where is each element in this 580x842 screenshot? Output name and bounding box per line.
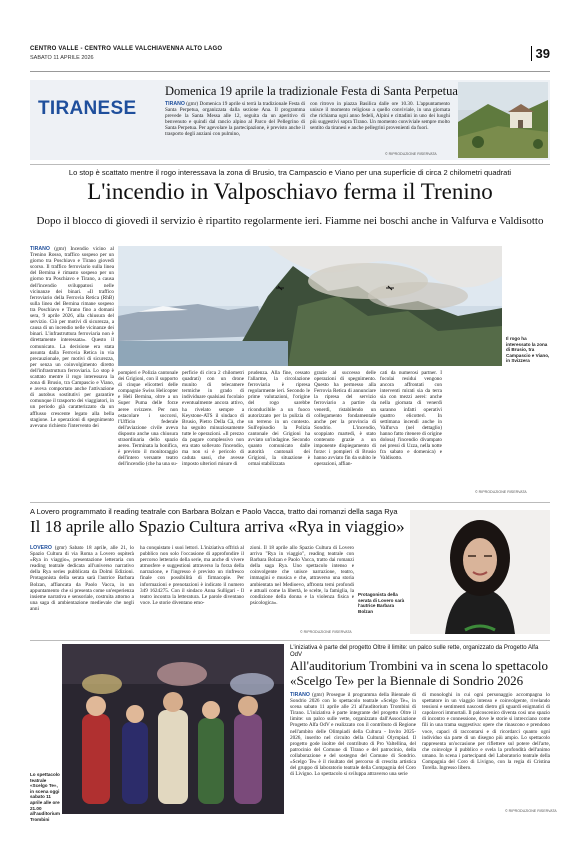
issue-date: SABATO 11 APRILE 2026 bbox=[30, 55, 94, 61]
story4-photo bbox=[62, 644, 284, 814]
story2-photo bbox=[118, 246, 502, 366]
story3-col1 bbox=[30, 545, 134, 635]
author-portrait-image bbox=[410, 510, 550, 634]
story2-byline: (gmr) bbox=[54, 246, 67, 252]
story3-byline: (gmr) bbox=[54, 545, 67, 551]
theater-cast-image bbox=[62, 644, 284, 814]
story1-place: TIRANO bbox=[165, 101, 185, 107]
divider bbox=[30, 502, 550, 503]
story4-credit: © RIPRODUZIONE RISERVATA bbox=[505, 809, 557, 813]
story1-byline: (gmr) bbox=[186, 101, 199, 107]
story3-caption: Protagonista della serata di Lovero sarà l'autrice Barbara Bolzan bbox=[358, 592, 405, 614]
story1-text: Domenica 19 aprile si terrà la tradizionale Festa di Santa Perpetua, organizzata dalla sezione Ana. Il programma prevede la Santa Messa alle 12, seguita da un aperitivo di benvenuto e quindi dal rancio alpino al Parco del Pellegrino di Santa Perpetua. Per agevolare la partecipazione, è previsto anche il trasporto degli anziani con pulmino, bbox=[165, 101, 305, 138]
story4-col1 bbox=[290, 692, 416, 814]
page-number: 39 bbox=[531, 46, 550, 61]
divider bbox=[30, 640, 550, 641]
page-header bbox=[30, 44, 550, 72]
story2-caption: Il rogo ha interessato la zona di Brusio, tra Campascio e Viano, in Svizzera bbox=[506, 336, 550, 364]
story3-text: Sabato 18 aprile, alle 21, lo Spazio Cultura di via Roma a Lovero ospiterà «Rya in viaggio», presentazione letteraria con reading teatrale dedicata all'universo narrativo della Rya series pubblicata da Dolmi Edizioni. Protagonista della serata sarà l'autrice Barbara Bolzan, affiancata da Paolo Vacca, in un appuntamento che si presenta come un'esperienza insieme narrativa e sensoriale, costruita attorno a una saga di ambientazione medievale che negli anni bbox=[30, 545, 134, 612]
story2-kicker: Lo stop è scattato mentre il rogo interessava la zona di Brusio, tra Campascio e Viano per una superficie di circa 2 chilometri quadrati bbox=[68, 168, 512, 177]
story2-text: Incendio vicino al Trenino Rosso, traffico sospeso per un giorno tra Poschiavo e Tirano giovedì scorso. Il traffico ferroviario sulla linea del Bernina è rimasto sospeso per un giorno tra Poschiavo e Tirano, a causa dell'incendio sviluppatosi nelle vicinanze dei binari. «Il traffico ferroviario della Ferrovia Retica (RhB) sulla linea del Bernina rimane sospeso tra Poschiavo e Tirano fino a domani sera, 9 aprile 2026, alla chiusura del servizio. Ciò per motivi di sicurezza, a causa di un incendio nelle vicinanze dei binari. L'infrastruttura ferroviaria non è direttamente interessata». Questo il comunicato. La decisione era stata assunta dalla Ferrovia Retica in via precauzionale, per motivi di sicurezza, per senza un coinvolgimento diretto dell'infrastruttura ferroviaria. Lo stop è scattato mentre il rogo interessava la zona di Brusio, tra Campascio e Viano, e aveva comportato anche l'attivazione di autobus sostitutivi per garantire comunque il trasporto dei viaggiatori, in un periodo già caratterizzato da un afflusso crescente legato alla bella stagione. Le operazioni di spegnimento avevano richiesto l'intervento dei bbox=[30, 246, 114, 429]
story2-subtitle: Dopo il blocco di giovedì il servizio è ripartito regolarmente ieri. Fiamme nei boschi anche in Valfurva e Valdisotto bbox=[36, 215, 544, 227]
story4-place: TIRANO bbox=[290, 692, 310, 698]
story2-col3: perficie di circa 2 chilometri quadrati) con un drone munito di telecamere termiche in grado di individuare qualsiasi focolaio eventualmente ancora attivo, ha rivelato sempre a Keystone-ATS il sindaco di Brusio, Pietro Della Cà, che ha seguito minuziosamente tutte le operazioni. «Il prezzo da pagare complessivo non era stato sollevato l'incendio, ma non si è pericolo di caduta sassi, che avesse imposto ulteriori misure di bbox=[182, 370, 244, 468]
story1-col2: con ritrovo in piazza Basilica dalle ore 10.30. L'appuntamento unisce il momento religioso a quello conviviale, in una giornata che richiama ogni anno fedeli, Alpini e cittadini in uno dei luoghi più suggestivi sopra Tirano. Un momento conviviale sempre molto sentito da tiranesi e anche pellegrini provenienti da fuori. bbox=[310, 101, 450, 132]
story1-credit: © RIPRODUZIONE RISERVATA bbox=[385, 152, 437, 156]
divider bbox=[30, 164, 550, 165]
story2-credit: © RIPRODUZIONE RISERVATA bbox=[475, 490, 527, 494]
story2-col4: prudenza. Alla fine, cessato l'allarme, la circolazione ferroviaria è ripresa regolarmente ieri. Secondo le prime valutazioni, l'origine del rogo sarebbe riconducibile a un fuoco autorizzato per la pulizia di un terreno in un contesto. Sull'episodio la Polizia cantonale dei Grigioni ha avviato un'indagine. Secondo quanto comunicato dalle autorità cantonali dei Grigioni, la situazione è ormai stabilizzata bbox=[248, 370, 310, 468]
story2-col6: cati da numerosi partner. I focolai residui vengono ancora affrontati con interventi mirati sia da terra sia con mezzi aerei: anche nella giornata di venerdì saranno infatti operativi quattro elicotteri. In settimana incendi anche in Valfurva (nel dettaglio) hanno fatto ritenere di origine dolosa) l'incendio divampato nei pressi di Uzza, nella notte fra sabato e domenica) e Valdisotto. bbox=[380, 370, 442, 462]
story3-title: Il 18 aprile allo Spazio Cultura arriva «Rya in viaggio» bbox=[30, 517, 405, 536]
story2-title: L'incendio in Valposchiavo ferma il Trenino bbox=[87, 179, 493, 204]
story4-col2: di monologhi in cui ogni personaggio accompagna lo spettatore in un viaggio intenso e coinvolgente, rivelando tensioni e sentimenti nascosti dietro gli sguardi enigmatici di capolavori immortali. Il palcoscenico diventa così uno spazio di incontro e connessione, dove le storie si intrecciano come fili in una trama suggestiva: opere che rinascono e prendono voce, capaci di raccontarsi e di ricordarci quanto ogni individuo sia parte di un disegno più ampio. Lo spettacolo rappresenta un'occasione per riflettere sul potere dell'arte, che coinvolge il pubblico e svela la profondità dell'animo umano. In scena i partecipanti del Laboratorio teatrale della Compagnia del Coro di Livigno, con la regia di Cristina Torella. Ingresso libero. bbox=[422, 692, 550, 772]
wildfire-valley-image bbox=[118, 246, 502, 366]
story1-photo bbox=[458, 82, 548, 158]
story4-kicker: L'iniziativa è parte del progetto Oltre il limite: un palco sulle rette, organizzato da Progetto Alfa OdV bbox=[290, 645, 539, 658]
church-hill-image bbox=[458, 82, 548, 158]
section-title: TIRANESE bbox=[38, 98, 137, 119]
story4-byline: (gmr) bbox=[312, 692, 324, 698]
story1-col1 bbox=[165, 101, 305, 155]
story3-col3: zioni. Il 18 aprile allo Spazio Cultura di Lovero arriva "Rya in viaggio", reading teatrale con Barbara Bolzan e Paolo Vacca, tratto dai romanzi della saga Rya. Uno spettacolo intenso e coinvolgente che unisce narrazione, teatro, immagini e musica e che, attraverso una storia ambientata nel Medioevo, affronta temi profondi e attuali come la libertà, le scelte, la famiglia, la condizione della donna e la violenza fisica e psicologica». bbox=[250, 545, 354, 606]
story3-place: LOVERO bbox=[30, 545, 52, 551]
story3-credit: © RIPRODUZIONE RISERVATA bbox=[300, 630, 352, 634]
story3-kicker: A Lovero programmato il reading teatrale con Barbara Bolzan e Paolo Vacca, tratto dai romanzi della saga Rya bbox=[30, 507, 398, 516]
story3-photo bbox=[410, 510, 550, 634]
story2-col-left bbox=[30, 246, 114, 496]
story1-title: Domenica 19 aprile la tradizionale Festa di Santa Perpetua bbox=[165, 84, 458, 98]
masthead: CENTRO VALLE - CENTRO VALLE VALCHIAVENNA ALTO LAGO bbox=[30, 46, 223, 52]
story3-col2: ha conquistato i suoi lettori. L'iniziativa offrirà al pubblico non solo l'occasione di approfondire il percorso letterario della serie, ma anche di vivere atmosfere e suggestioni attraverso la forza della narrazione, e l'ingresso è previsto un rinfresco finale con possibilità di firmacopie. Per informazioni e prenotazioni è indicato il numero 349 1624275. Con il sindaco Anna Sulligari - Il teatro incontra la letteratura. Le parole diventano voce. Le storie diventano emo- bbox=[140, 545, 244, 606]
story2-place: TIRANO bbox=[30, 246, 50, 252]
story2-col5: grazie al successo delle operazioni di spegnimento. Questo ha permesso alla Ferrovia Retica di annunciare la ripresa del servizio ferroviario a partire da venerdì, ristabilendo un collegamento fondamentale anche per la provincia di Sondrio. L'incendio, scoppiato martedì, è stato contenuto grazie a un imponente dispiegamento di forze: i pompieri di Brusio hanno avviato fin da subito le operazioni, affian- bbox=[314, 370, 376, 468]
story4-caption: Lo spettacolo teatrale «Scelgo Te», in scena oggi sabato 11 aprile alle ore 21.00 all'auditorium Trombini bbox=[30, 772, 60, 822]
story4-text: Prosegue il programma della Biennale di Sondrio 2026 con lo spettacolo teatrale «Scelgo Te», in scena sabato 11 aprile alle 21 all'auditorium Trombini di Tirano. L'iniziativa è parte integrante del progetto Oltre il limite: un palco sulle vette, organizzato dall'Associazione Progetto Alfa OdV e realizzato con il contributo di Regione nell'ambito delle Olimpiadi della Cultura - Invito 2025-2026, inserito nel circuito della Cultural Olympiad. Il progetto gode inoltre del contributo di Pro Valtellina, del patrocinio del Comune di Tirano e del patrocinio, della collaborazione e del sostegno del Comune di Sondrio. «Scelgo Te» è il risultato del percorso di crescita artistica del gruppo di laboratorio teatrale della Compagnia del Coro di Livigno. Lo spettacolo si sviluppa attraverso una serie bbox=[290, 692, 416, 778]
story4-title: All'auditorium Trombini va in scena lo spettacolo «Scelgo Te» per la Biennale di Sondrio 2026 bbox=[290, 658, 548, 688]
story2-col2: pompieri e Polizia cantonale dei Grigioni, con il supporto di cinque elicotteri delle compagnie Swiss Helicopter e Heli Bernina, oltre a un Super Puma delle forze aeree svizzere. Per non ostacolare i soccorsi, l'Ufficio federale dell'aviazione civile aveva disposto anche una chiusura straordinaria dello spazio aereo. Terminata la bonifica, è previsto il monitoraggio dell'intero versante teatro dell'incendio (che ha una su- bbox=[118, 370, 178, 468]
